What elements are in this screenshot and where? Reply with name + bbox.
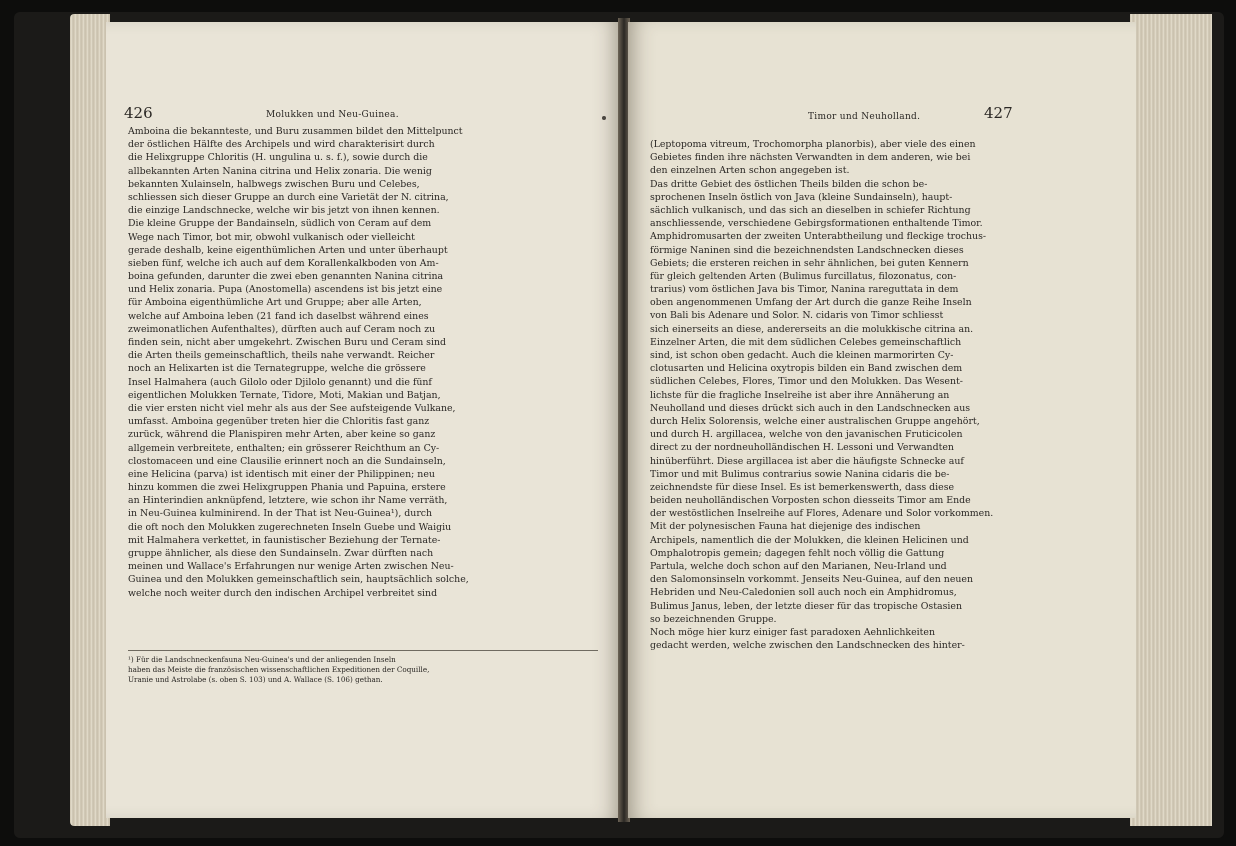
running-head: Timor und Neuholland. — [808, 112, 921, 122]
text-line: Archipels, namentlich die der Molukken, die kleinen Helicinen und — [650, 534, 969, 546]
text-line: finden sein, nicht aber umgekehrt. Zwischen Buru und Ceram sind — [128, 337, 447, 348]
text-line: die Helixgruppe Chloritis (H. ungulina u. s. f.), sowie durch die — [128, 152, 428, 164]
text-line: zweimonatlichen Aufenthaltes), dürften auch auf Ceram noch zu — [128, 323, 436, 335]
text-line: sächlich vulkanisch, und das sich an dieselben in schiefer Richtung — [650, 204, 971, 216]
text-line: den Salomonsinseln vorkommt. Jenseits Neu-Guinea, auf den neuen — [650, 574, 974, 586]
text-line: Insel Halmahera (auch Gilolo oder Djilolo genannt) und die fünf — [128, 376, 432, 388]
text-line: hinüberführt. Diese argillacea ist aber die häufigste Schnecke auf — [650, 455, 964, 467]
text-line: boina gefunden, darunter die zwei eben genannten Nanina citrina — [128, 271, 444, 283]
text-line: gedacht werden, welche zwischen den Landschnecken des hinter- — [650, 640, 965, 652]
text-line: Hebriden und Neu-Caledonien soll auch noch ein Amphidromus, — [650, 587, 957, 599]
text-line: Amboina die bekannteste, und Buru zusammen bildet den Mittelpunct — [128, 126, 463, 137]
text-line: Das dritte Gebiet des östlichen Theils bilden die schon be- — [650, 178, 928, 190]
text-line: Partula, welche doch schon auf den Marianen, Neu-Irland und — [650, 561, 947, 572]
text-line: bekannten Xulainseln, halbwegs zwischen Buru und Celebes, — [128, 178, 420, 190]
text-line: so bezeichnenden Gruppe. — [650, 613, 777, 625]
text-line: hinzu kommen die zwei Helixgruppen Phania und Papuina, erstere — [128, 482, 446, 494]
text-line: welche auf Amboina leben (21 fand ich daselbst während eines — [128, 310, 429, 322]
text-line: oben angenommenen Umfang der Art durch die ganze Reihe Inseln — [650, 297, 972, 309]
left-body-text — [128, 125, 598, 600]
text-line: eigentlichen Molukken Ternate, Tidore, Moti, Makian und Batjan, — [128, 389, 441, 401]
page-number: 427 — [984, 104, 1013, 122]
text-line: direct zu der nordneuholländischen H. Lessoni und Verwandten — [650, 442, 954, 454]
text-line: sieben fünf, welche ich auch auf dem Korallenkalkboden von Am- — [128, 257, 439, 269]
text-line: Guinea und den Molukken gemeinschaftlich sein, hauptsächlich solche, — [128, 574, 469, 586]
text-line: meinen und Wallace's Erfahrungen nur wenige Arten zwischen Neu- — [128, 561, 454, 573]
text-line: welche noch weiter durch den indischen Archipel verbreitet sind — [128, 587, 438, 599]
text-line: für Amboina eigenthümliche Art und Gruppe; aber alle Arten, — [128, 297, 422, 309]
text-line: sprochenen Inseln östlich von Java (kleine Sundainseln), haupt- — [650, 191, 953, 203]
text-line: an Hinterindien anknüpfend, letztere, wie schon ihr Name verräth, — [128, 495, 448, 507]
text-line: noch an Helixarten ist die Ternategruppe, welche die grössere — [128, 363, 426, 375]
page-edges-right — [1130, 14, 1212, 826]
text-line: zeichnendste für diese Insel. Es ist bemerkenswerth, dass diese — [650, 481, 955, 493]
left-page — [106, 22, 620, 818]
footnote-line: Uranie und Astrolabe (s. oben S. 103) und A. Wallace (S. 106) gethan. — [128, 675, 383, 684]
text-line: gerade deshalb, keine eigenthümlichen Arten und unter überhaupt — [128, 244, 448, 256]
text-line: die vier ersten nicht viel mehr als aus der See aufsteigende Vulkane, — [128, 402, 456, 414]
text-line: clotusarten und Helicina oxytropis bilden ein Band zwischen dem — [650, 363, 963, 375]
text-line: Noch möge hier kurz einiger fast paradoxen Aehnlichkeiten — [650, 626, 935, 638]
text-line: Mit der polynesischen Fauna hat diejenige des indischen — [650, 521, 921, 533]
page-number: 426 — [124, 104, 153, 122]
text-line: allgemein verbreitete, enthalten; ein grösserer Reichthum an Cy- — [128, 442, 440, 454]
text-line: trarius) vom östlichen Java bis Timor, Nanina rareguttata in dem — [650, 284, 959, 296]
text-line: und durch H. argillacea, welche von den javanischen Fruticicolen — [650, 429, 963, 441]
footnote-line: ¹) Für die Landschneckenfauna Neu-Guinea's und der anliegenden Inseln — [128, 655, 396, 664]
text-line: allbekannten Arten Nanina citrina und Helix zonaria. Die wenig — [128, 165, 432, 177]
text-line: Wege nach Timor, bot mir, obwohl vulkanisch oder vielleicht — [128, 231, 415, 243]
text-line: clostomaceen und eine Clausilie erinnert noch an die Sundainseln, — [128, 455, 446, 467]
text-line: gruppe ähnlicher, als diese den Sundainseln. Zwar dürften nach — [128, 548, 434, 559]
text-line: Bulimus Janus, leben, der letzte dieser für das tropische Ostasien — [650, 600, 962, 612]
right-body-text — [650, 138, 1025, 652]
text-line: durch Helix Solorensis, welche einer australischen Gruppe angehört, — [650, 415, 980, 427]
text-line: Omphalotropis gemein; dagegen fehlt noch völlig die Gattung — [650, 547, 945, 559]
footnote — [128, 655, 598, 685]
text-line: Gebietes finden ihre nächsten Verwandten in dem anderen, wie bei — [650, 152, 971, 164]
right-page — [628, 22, 1136, 818]
running-head: Molukken und Neu-Guinea. — [266, 110, 399, 120]
text-line: in Neu-Guinea kulminirend. In der That ist Neu-Guinea¹), durch — [128, 508, 433, 520]
text-line: förmige Naninen sind die bezeichnendsten Landschnecken dieses — [650, 244, 964, 256]
text-line: die einzige Landschnecke, welche wir bis jetzt von ihnen kennen. — [128, 205, 440, 217]
text-line: Timor und mit Bulimus contrarius sowie Nanina cidaris die be- — [650, 468, 950, 480]
text-line: lichste für die fragliche Inselreihe ist aber ihre Annäherung an — [650, 389, 950, 401]
text-line: schliessen sich dieser Gruppe an durch eine Varietät der N. citrina, — [128, 191, 449, 203]
text-line: mit Halmahera verkettet, in faunistischer Beziehung der Ternate- — [128, 534, 441, 546]
page-edges-left — [70, 14, 110, 826]
text-line: den einzelnen Arten schon angegeben ist. — [650, 165, 850, 177]
text-line: Neuholland und dieses drückt sich auch in den Landschnecken aus — [650, 402, 971, 414]
text-line: der östlichen Hälfte des Archipels und wird charakterisirt durch — [128, 139, 435, 151]
footnote-rule — [128, 650, 598, 651]
text-line: sich einerseits an diese, andererseits an die molukkische citrina an. — [650, 323, 974, 335]
text-line: die Arten theils gemeinschaftlich, theils nahe verwandt. Reicher — [128, 350, 435, 362]
footnote-line: haben das Meiste die französischen wissenschaftlichen Expeditionen der Coquille, — [128, 665, 430, 674]
text-line: und Helix zonaria. Pupa (Anostomella) ascendens ist bis jetzt eine — [128, 284, 443, 296]
text-line: (Leptopoma vitreum, Trochomorpha planorbis), aber viele des einen — [650, 139, 976, 150]
text-line: südlichen Celebes, Flores, Timor und den Molukken. Das Wesent- — [650, 376, 963, 388]
text-line: Gebiets; die ersteren reichen in sehr ähnlichen, bei guten Kennern — [650, 257, 969, 269]
text-line: von Bali bis Adenare und Solor. N. cidaris von Timor schliesst — [650, 310, 944, 322]
text-line: die oft noch den Molukken zugerechneten Inseln Guebe und Waigiu — [128, 521, 452, 533]
ink-mark — [602, 116, 606, 120]
text-line: Einzelner Arten, die mit dem südlichen Celebes gemeinschaftlich — [650, 336, 962, 348]
text-line: der westöstlichen Inselreihe auf Flores, Adenare und Solor vorkommen. — [650, 508, 994, 520]
text-line: umfasst. Amboina gegenüber treten hier die Chloritis fast ganz — [128, 416, 430, 428]
text-line: beiden neuholländischen Vorposten schon diesseits Timor am Ende — [650, 495, 971, 507]
text-line: Amphidromusarten der zweiten Unterabtheilung und fleckige trochus- — [650, 231, 987, 243]
text-line: für gleich geltenden Arten (Bulimus furcillatus, filozonatus, con- — [650, 270, 957, 282]
text-line: eine Helicina (parva) ist identisch mit einer der Philippinen; neu — [128, 468, 435, 480]
text-line: anschliessende, verschiedene Gebirgsformationen enthaltende Timor. — [650, 218, 983, 230]
text-line: Die kleine Gruppe der Bandainseln, südlich von Ceram auf dem — [128, 218, 432, 230]
text-line: zurück, während die Planispiren mehr Arten, aber keine so ganz — [128, 429, 436, 441]
text-line: sind, ist schon oben gedacht. Auch die kleinen marmorirten Cy- — [650, 350, 954, 361]
